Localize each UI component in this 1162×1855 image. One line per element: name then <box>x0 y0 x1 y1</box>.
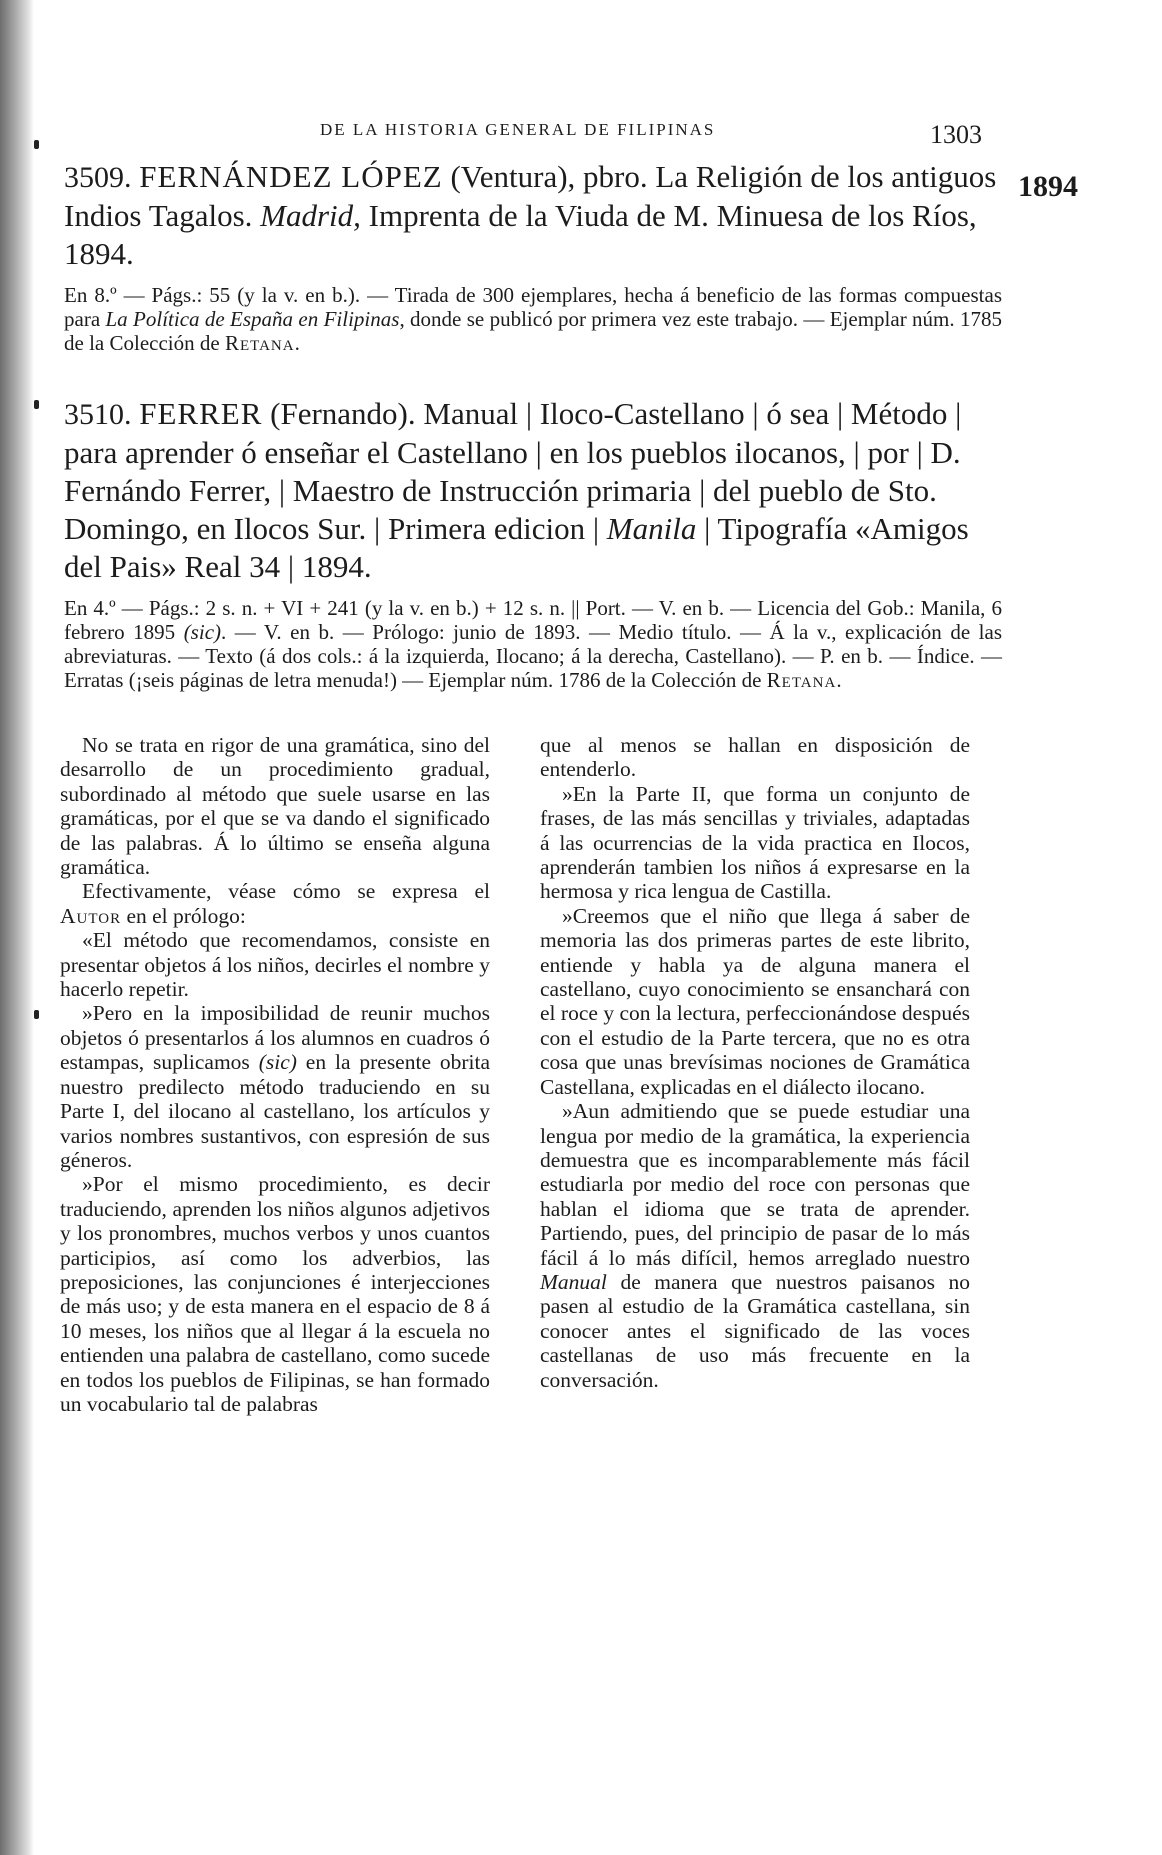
entry-author: FERRER <box>139 396 263 431</box>
paragraph-text: de manera que nuestros paisanos no pasen al estudio de la Gramática castellana, sin conocer antes el significado de las voces castellanas de uso más frecuente en la conversación. <box>540 1269 970 1392</box>
catalog-entry-3510 <box>64 395 1002 692</box>
commentary-left-column <box>60 733 490 1416</box>
notes-text: . — V. en b. — Prólogo: junio de 1893. — Medio título. — Á la v., explicación de las abreviaturas. — Texto (á dos cols.: á la izquierda, Ilocano; á la derecha, Castellano). — P. en b. — Índice. — Erratas (¡seis páginas de letra menuda!) — Ejemplar núm. 1786 de la Colección de <box>64 620 1003 692</box>
paragraph: No se trata en rigor de una gramática, sino del desarrollo de un procedimiento gradual, subordinado al método que suele usarse en las gramáticas, por el que se va dando el significado de las palabras. Á lo último se enseña alguna gramática. <box>60 733 490 880</box>
quote-paragraph <box>60 1001 490 1172</box>
paragraph-text: en el prólogo: <box>126 903 246 928</box>
margin-mark <box>34 1010 39 1019</box>
entry-imprint: | Tipografía «Amigos del Pais» Real 34 | 1894. <box>64 511 969 584</box>
scan-gutter-shadow <box>0 0 34 1855</box>
quote-paragraph <box>540 1099 970 1392</box>
entry-title: La Religión de los antiguos Indios Tagalos. <box>64 159 997 233</box>
notes-sic: (sic) <box>183 620 222 644</box>
entry-imprint: Imprenta de la Viuda de M. Minuesa de los Ríos, 1894. <box>64 198 977 271</box>
manual-italic: Manual <box>540 1269 607 1294</box>
entry-author-detail: (Fernando). <box>270 396 416 431</box>
quote-paragraph: »Creemos que el niño que llega á saber de memoria las dos primeras partes de este librito, entiende y habla ya de alguna manera el castellano, cuyo conocimiento se ensanchará con el roce y con la lectura, perfeccionándose después con el estudio de la Parte tercera, que no es otra cosa que unas brevísimas nociones de Gramática Castellana, explicadas en el diálecto ilocano. <box>540 903 970 1099</box>
notes-collection-name: Retana <box>224 331 295 355</box>
sic-italic: (sic) <box>258 1050 297 1075</box>
notes-text: En 8.º — Págs.: 55 (y la v. en b.). — Tirada de 300 ejemplares, hecha á beneficio de las formas compuestas para <box>64 283 1002 331</box>
entry-title: Manual | Iloco-Castellano | ó sea | Método | para aprender ó enseñar el Castellano | en los pueblos ilocanos, | por | D. Fernándo Ferrer, | Maestro de Instrucción primaria | del pueblo de Sto. Domingo, en Ilocos Sur. | Primera edicion | <box>64 396 962 546</box>
notes-collection-name: Retana <box>766 668 837 692</box>
year-margin-note: 1894 <box>1018 170 1078 203</box>
entry-citation <box>64 158 1002 273</box>
paragraph-text: Efectivamente, véase cómo se expresa el <box>82 879 490 904</box>
page-number: 1303 <box>930 120 982 149</box>
commentary-right-column <box>540 733 970 1392</box>
entry-author: FERNÁNDEZ LÓPEZ <box>139 159 443 194</box>
entry-citation <box>64 395 1002 586</box>
notes-text: . <box>836 668 842 692</box>
quote-paragraph: «El método que recomendamos, consiste en presentar objetos á los niños, decirles el nombre y hacerlo repetir. <box>60 928 490 1002</box>
notes-text: . <box>294 331 300 355</box>
paragraph <box>60 879 490 928</box>
running-header: DE LA HISTORIA GENERAL DE FILIPINAS <box>320 120 716 139</box>
paragraph-text: »Pero en la imposibilidad de reunir muchos objetos ó presentarlos á los alumnos en cuadros ó estampas, suplicamos <box>60 1001 490 1075</box>
notes-text: En 4.º — Págs.: 2 s. n. + VI + 241 (y la v. en b.) + 12 s. n. || Port. — V. en b. — Licencia del Gob.: Manila, 6 febrero 1895 <box>64 596 1002 644</box>
margin-mark <box>34 400 39 409</box>
quote-paragraph: »En la Parte II, que forma un conjunto de frases, de las más sencillas y triviales, adaptadas á las ocurrencias de la vida practica en Ilocos, aprenderán tambien los niños á expresarse en la hermosa y rica lengua de Castilla. <box>540 781 970 904</box>
entry-place: Madrid, <box>260 198 361 233</box>
entry-author-detail: (Ventura), pbro. <box>450 159 648 194</box>
paragraph-text: en la presente obrita nuestro predilecto método traduciendo en su Parte I, del ilocano al castellano, los artículos y varios nombres sustantivos, con espresión de sus géneros. <box>60 1050 491 1172</box>
notes-italic-title: La Política de España en Filipinas <box>105 307 400 331</box>
entry-notes <box>64 596 1002 692</box>
entry-place: Manila <box>606 511 697 546</box>
catalog-entry-3509 <box>64 158 1002 355</box>
notes-text: , donde se publicó por primera vez este trabajo. — Ejemplar núm. 1785 de la Colección de <box>64 307 1002 355</box>
quote-paragraph: »Por el mismo procedimiento, es decir traduciendo, aprenden los niños algunos adjetivos y los pronombres, muchos verbos y unos cuantos participios, así como los adverbios, las preposiciones, las conjunciones é interjecciones de más uso; y de esta manera en el espacio de 8 á 10 meses, los niños que al llegar á la escuela no entienden una palabra de castellano, como sucede en todos los pueblos de Filipinas, se han formado un vocabulario tal de palabras <box>60 1172 490 1416</box>
margin-mark <box>34 140 39 149</box>
paragraph-continuation: que al menos se hallan en disposición de entenderlo. <box>540 733 970 782</box>
entry-notes <box>64 283 1002 355</box>
entry-number: 3510. <box>64 398 132 431</box>
entry-number: 3509. <box>64 161 132 194</box>
paragraph-text: »Aun admitiendo que se puede estudiar una lengua por medio de la gramática, la experiencia demuestra que es incomparablemente más fácil estudiarla por medio del roce con personas que hablan el idioma que se trata de aprender. Partiendo, pues, del principio de pasar de lo más fácil á lo más difícil, hemos arreglado nuestro <box>540 1099 970 1270</box>
autor-smallcaps: Autor <box>60 903 122 928</box>
